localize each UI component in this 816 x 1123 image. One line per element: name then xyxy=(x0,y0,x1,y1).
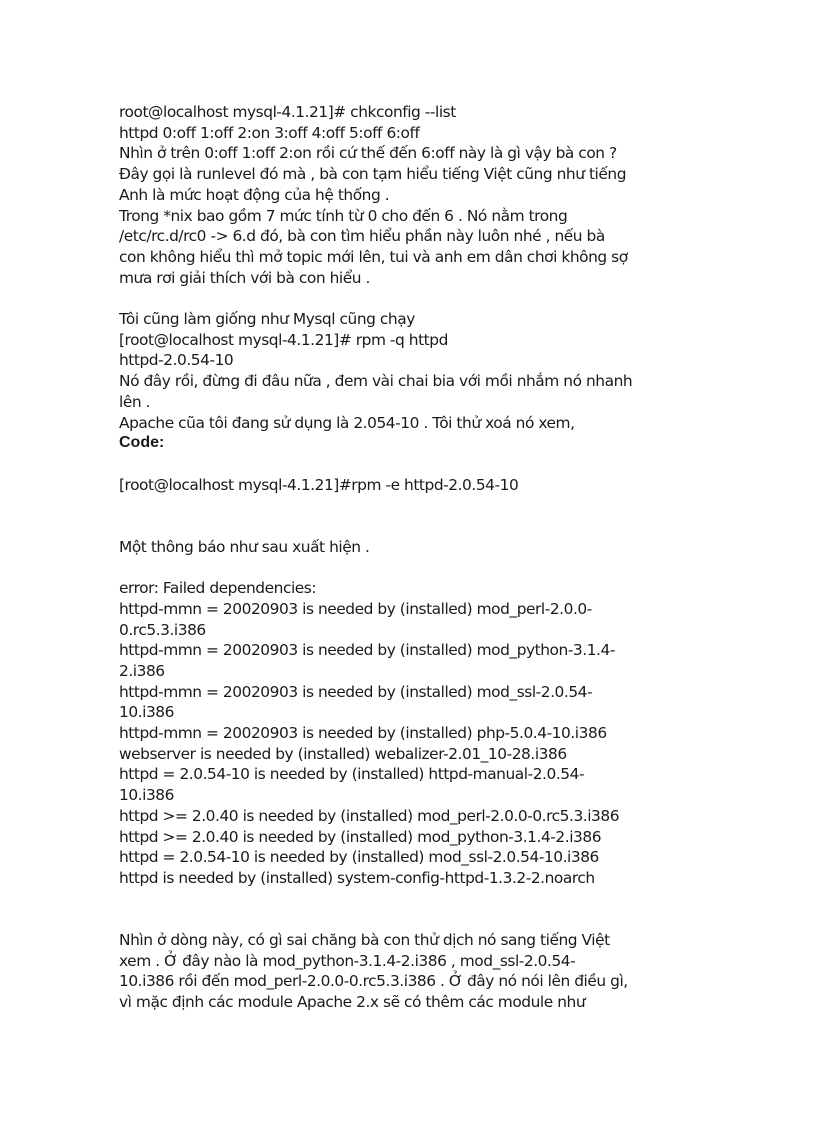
spacer xyxy=(119,889,719,930)
error-line: httpd is needed by (installed) system-config-httpd-1.3.2-2.noarch xyxy=(119,868,595,887)
error-line: webserver is needed by (installed) webalizer-2.01_10-28.i386 xyxy=(119,744,567,763)
intro-paragraph xyxy=(119,102,719,288)
error-line: httpd-mmn = 20020903 is needed by (installed) mod_python-3.1.4- xyxy=(119,641,615,660)
error-line: httpd-mmn = 20020903 is needed by (installed) mod_perl-2.0.0- xyxy=(119,599,592,618)
error-line: httpd = 2.0.54-10 is needed by (installed) mod_ssl-2.0.54-10.i386 xyxy=(119,848,599,867)
text-line: Anh là mức hoạt động của hệ thống . xyxy=(119,185,390,204)
text-line: /etc/rc.d/rc0 -> 6.d đó, bà con tìm hiểu phần này luôn nhé , nếu bà xyxy=(119,227,605,246)
document-page xyxy=(119,102,719,1013)
rpm-query-paragraph xyxy=(119,309,719,433)
spacer xyxy=(119,288,719,309)
text-line: httpd 0:off 1:off 2:on 3:off 4:off 5:off 6:off xyxy=(119,123,420,142)
error-line: httpd-mmn = 20020903 is needed by (installed) mod_ssl-2.0.54- xyxy=(119,682,593,701)
text-line: Nó đây rồi, đừng đi đâu nữa , đem vài chai bia với mồi nhắm nó nhanh xyxy=(119,372,633,391)
error-line: 10.i386 xyxy=(119,703,174,722)
text-line: mưa rơi giải thích với bà con hiểu . xyxy=(119,268,370,287)
spacer xyxy=(119,495,719,536)
text-line: xem . Ở đây nào là mod_python-3.1.4-2.i386 , mod_ssl-2.0.54- xyxy=(119,951,576,970)
text-line: [root@localhost mysql-4.1.21]# rpm -q httpd xyxy=(119,330,448,349)
error-line: error: Failed dependencies: xyxy=(119,579,317,598)
text-line: 10.i386 rồi đến mod_perl-2.0.0-0.rc5.3.i386 . Ở đây nó nói lên điều gì, xyxy=(119,972,628,991)
error-line: httpd >= 2.0.40 is needed by (installed) mod_perl-2.0.0-0.rc5.3.i386 xyxy=(119,806,620,825)
text-line: Đây gọi là runlevel đó mà , bà con tạm hiểu tiếng Việt cũng như tiếng xyxy=(119,165,627,184)
error-line: 0.rc5.3.i386 xyxy=(119,620,206,639)
text-line: root@localhost mysql-4.1.21]# chkconfig --list xyxy=(119,103,456,121)
text-line: vì mặc định các module Apache 2.x sẽ có thêm các module như xyxy=(119,993,586,1012)
conclusion-paragraph xyxy=(119,930,719,1013)
command-line: [root@localhost mysql-4.1.21]#rpm -e httpd-2.0.54-10 xyxy=(119,475,519,494)
spacer xyxy=(119,557,719,578)
error-line: httpd >= 2.0.40 is needed by (installed) mod_python-3.1.4-2.i386 xyxy=(119,827,602,846)
spacer xyxy=(119,454,719,475)
text-line: Apache cũa tôi đang sử dụng là 2.054-10 . Tôi thử xoá nó xem, xyxy=(119,413,575,432)
text-line: Trong *nix bao gồm 7 mức tính từ 0 cho đến 6 . Nó nằm trong xyxy=(119,206,568,225)
error-output xyxy=(119,578,719,889)
text-line: con không hiểu thì mở topic mới lên, tui và anh em dân chơi không sợ xyxy=(119,247,628,266)
text-line: httpd-2.0.54-10 xyxy=(119,351,234,370)
notice-line: Một thông báo như sau xuất hiện . xyxy=(119,537,370,556)
text-line: Tôi cũng làm giống như Mysql cũng chạy xyxy=(119,310,415,329)
code-label: Code: xyxy=(119,434,165,452)
error-line: httpd = 2.0.54-10 is needed by (installed) httpd-manual-2.0.54- xyxy=(119,765,585,784)
text-line: lên . xyxy=(119,392,151,411)
text-line: Nhìn ở dòng này, có gì sai chăng bà con thử dịch nó sang tiếng Việt xyxy=(119,931,610,950)
error-line: 2.i386 xyxy=(119,661,165,680)
error-line: 10.i386 xyxy=(119,786,174,805)
text-line: Nhìn ở trên 0:off 1:off 2:on rồi cứ thế đến 6:off này là gì vậy bà con ? xyxy=(119,144,617,163)
error-line: httpd-mmn = 20020903 is needed by (installed) php-5.0.4-10.i386 xyxy=(119,724,607,743)
